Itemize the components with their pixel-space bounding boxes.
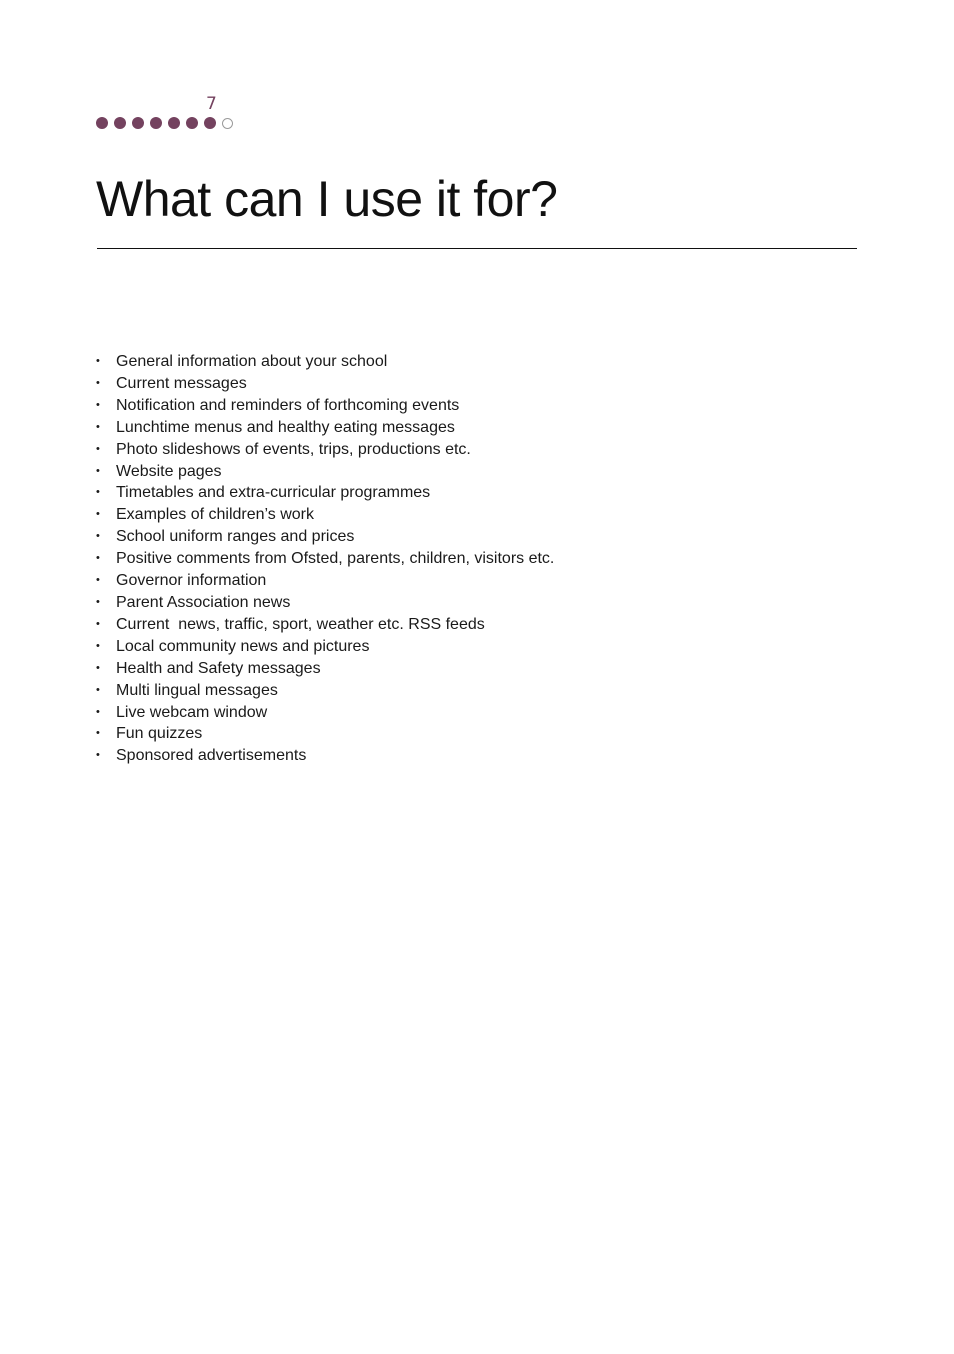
list-item xyxy=(96,395,554,417)
list-item-text: Fun quizzes xyxy=(116,725,203,743)
list-item-text: Parent Association news xyxy=(116,593,291,611)
filled-dot-icon xyxy=(132,117,144,129)
list-item xyxy=(96,504,554,526)
bullet-icon: • xyxy=(96,683,100,696)
list-item xyxy=(96,614,554,636)
bullet-icon: • xyxy=(96,661,100,674)
list-item xyxy=(96,548,554,570)
bullet-icon: • xyxy=(96,749,100,762)
bullet-icon: • xyxy=(96,639,100,652)
progress-dots xyxy=(96,117,233,129)
list-item-text: Sponsored advertisements xyxy=(116,747,307,765)
filled-dot-icon xyxy=(186,117,198,129)
list-item-text: Multi lingual messages xyxy=(116,681,278,699)
uses-list xyxy=(96,351,554,767)
list-item xyxy=(96,592,554,614)
list-item xyxy=(96,439,554,461)
list-item xyxy=(96,658,554,680)
bullet-icon: • xyxy=(96,595,100,608)
filled-dot-icon xyxy=(96,117,108,129)
list-item xyxy=(96,417,554,439)
list-item-text: Governor information xyxy=(116,572,267,590)
list-item xyxy=(96,570,554,592)
list-item-text: Health and Safety messages xyxy=(116,659,321,677)
list-item-text: Current news, traffic, sport, weather etc. RSS feeds xyxy=(116,615,485,633)
list-item xyxy=(96,702,554,724)
list-item-text: Live webcam window xyxy=(116,703,268,721)
bullet-icon: • xyxy=(96,355,100,367)
list-item xyxy=(96,461,554,483)
empty-dot-icon xyxy=(222,118,233,129)
filled-dot-icon xyxy=(150,117,162,129)
list-item-text: Timetables and extra-curricular programmes xyxy=(116,484,431,502)
page-number: 7 xyxy=(206,94,217,114)
bullet-icon: • xyxy=(96,398,100,411)
list-item-text: Website pages xyxy=(116,462,222,480)
list-item xyxy=(96,680,554,702)
bullet-icon: • xyxy=(96,705,100,718)
list-item-text: Lunchtime menus and healthy eating messages xyxy=(116,418,455,436)
bullet-icon: • xyxy=(96,552,100,565)
title-divider xyxy=(97,248,857,249)
list-item xyxy=(96,482,554,504)
list-item xyxy=(96,351,554,373)
bullet-icon: • xyxy=(96,464,100,477)
list-item xyxy=(96,373,554,395)
bullet-icon: • xyxy=(96,486,100,499)
bullet-icon: • xyxy=(96,574,100,587)
filled-dot-icon xyxy=(168,117,180,129)
list-item-text: Positive comments from Ofsted, parents, children, visitors etc. xyxy=(116,550,555,568)
bullet-icon: • xyxy=(96,420,100,433)
list-item-text: Current messages xyxy=(116,374,247,392)
list-item xyxy=(96,745,554,767)
bullet-icon: • xyxy=(96,727,100,740)
bullet-icon: • xyxy=(96,508,100,521)
list-item-text: Photo slideshows of events, trips, productions etc. xyxy=(116,440,471,458)
page-title: What can I use it for? xyxy=(96,171,558,227)
bullet-icon: • xyxy=(96,530,100,543)
list-item xyxy=(96,723,554,745)
filled-dot-icon xyxy=(204,117,216,129)
list-item-text: Local community news and pictures xyxy=(116,637,370,655)
list-item-text: General information about your school xyxy=(116,353,388,370)
bullet-icon: • xyxy=(96,617,100,630)
list-item-text: Notification and reminders of forthcoming events xyxy=(116,396,460,414)
filled-dot-icon xyxy=(114,117,126,129)
list-item xyxy=(96,526,554,548)
page-progress-marker xyxy=(96,94,246,134)
bullet-icon: • xyxy=(96,442,100,455)
list-item xyxy=(96,636,554,658)
list-item-text: Examples of children’s work xyxy=(116,506,315,524)
bullet-icon: • xyxy=(96,376,100,389)
list-item-text: School uniform ranges and prices xyxy=(116,528,355,546)
